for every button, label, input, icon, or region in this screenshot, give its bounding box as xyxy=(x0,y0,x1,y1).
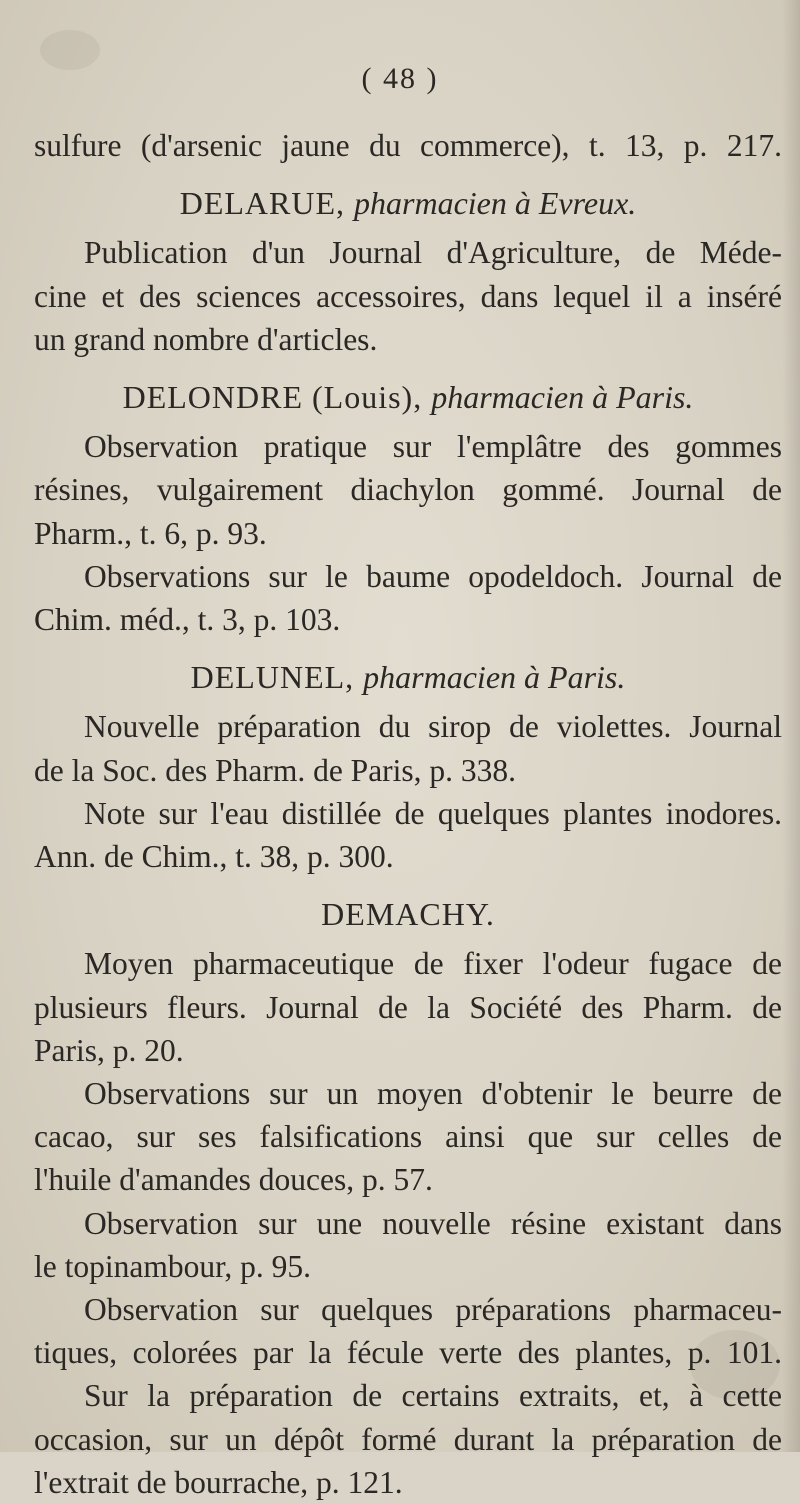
text-line: cine et des sciences accessoires, dans lequel il a inséré xyxy=(34,278,782,314)
entry-name: DELARUE, xyxy=(179,185,346,222)
text-line: Note sur l'eau distillée de quelques plantes inodores. xyxy=(84,795,782,831)
entry-heading xyxy=(34,656,782,699)
text-line: Observation sur une nouvelle résine existant dans xyxy=(84,1205,782,1241)
text-line: Observations sur un moyen d'obtenir le beurre de xyxy=(84,1076,782,1112)
page-text xyxy=(34,124,782,1504)
text-line: l'huile d'amandes douces, p. 57. xyxy=(34,1162,433,1198)
text-line: Publication d'un Journal d'Agriculture, de Méde- xyxy=(84,235,782,271)
text-line: de la Soc. des Pharm. de Paris, p. 338. xyxy=(34,752,517,788)
entry-name: DELUNEL, xyxy=(190,659,355,696)
text-line: Paris, p. 20. xyxy=(34,1032,184,1068)
text-line: le topinambour, p. 95. xyxy=(34,1248,311,1284)
text-line: l'extrait de bourrache, p. 121. xyxy=(34,1464,403,1500)
entry-heading xyxy=(34,376,782,419)
text-line: sulfure (d'arsenic jaune du commerce), t. 13, p. 217. xyxy=(34,128,782,163)
page-number: ( 48 ) xyxy=(361,62,439,95)
text-line: résines, vulgairement diachylon gommé. Journal de xyxy=(34,472,782,508)
text-line: tiques, colorées par la fécule verte des plantes, p. 101. xyxy=(34,1335,782,1371)
text-line: Sur la préparation de certains extraits, et, à cette xyxy=(84,1378,782,1414)
entry-heading xyxy=(34,893,782,936)
entry-role: pharmacien à Paris. xyxy=(431,379,694,416)
text-line: plusieurs fleurs. Journal de la Société des Pharm. de xyxy=(34,989,782,1025)
text-line: Observation pratique sur l'emplâtre des gommes xyxy=(84,429,782,465)
text-line: Pharm., t. 6, p. 93. xyxy=(34,515,267,551)
text-line: Chim. méd., t. 3, p. 103. xyxy=(34,602,341,638)
text-line: Nouvelle préparation du sirop de violettes. Journal xyxy=(84,709,782,745)
text-line: Moyen pharmaceutique de fixer l'odeur fugace de xyxy=(84,946,782,982)
entry-name: DEMACHY. xyxy=(321,896,495,933)
entry-role: pharmacien à Evreux. xyxy=(354,185,637,222)
text-line: un grand nombre d'articles. xyxy=(34,321,378,357)
entry-heading xyxy=(34,182,782,225)
text-line: Observation sur quelques préparations pharmaceu- xyxy=(84,1292,782,1328)
text-line: Ann. de Chim., t. 38, p. 300. xyxy=(34,839,394,875)
text-line: occasion, sur un dépôt formé durant la préparation de xyxy=(34,1421,782,1457)
page-edge-shadow xyxy=(782,0,800,1452)
text-line: cacao, sur ses falsifications ainsi que sur celles de xyxy=(34,1119,782,1155)
text-line: Observations sur le baume opodeldoch. Journal de xyxy=(84,558,782,594)
entry-name: DELONDRE (Louis), xyxy=(122,379,423,416)
entry-role: pharmacien à Paris. xyxy=(363,659,626,696)
